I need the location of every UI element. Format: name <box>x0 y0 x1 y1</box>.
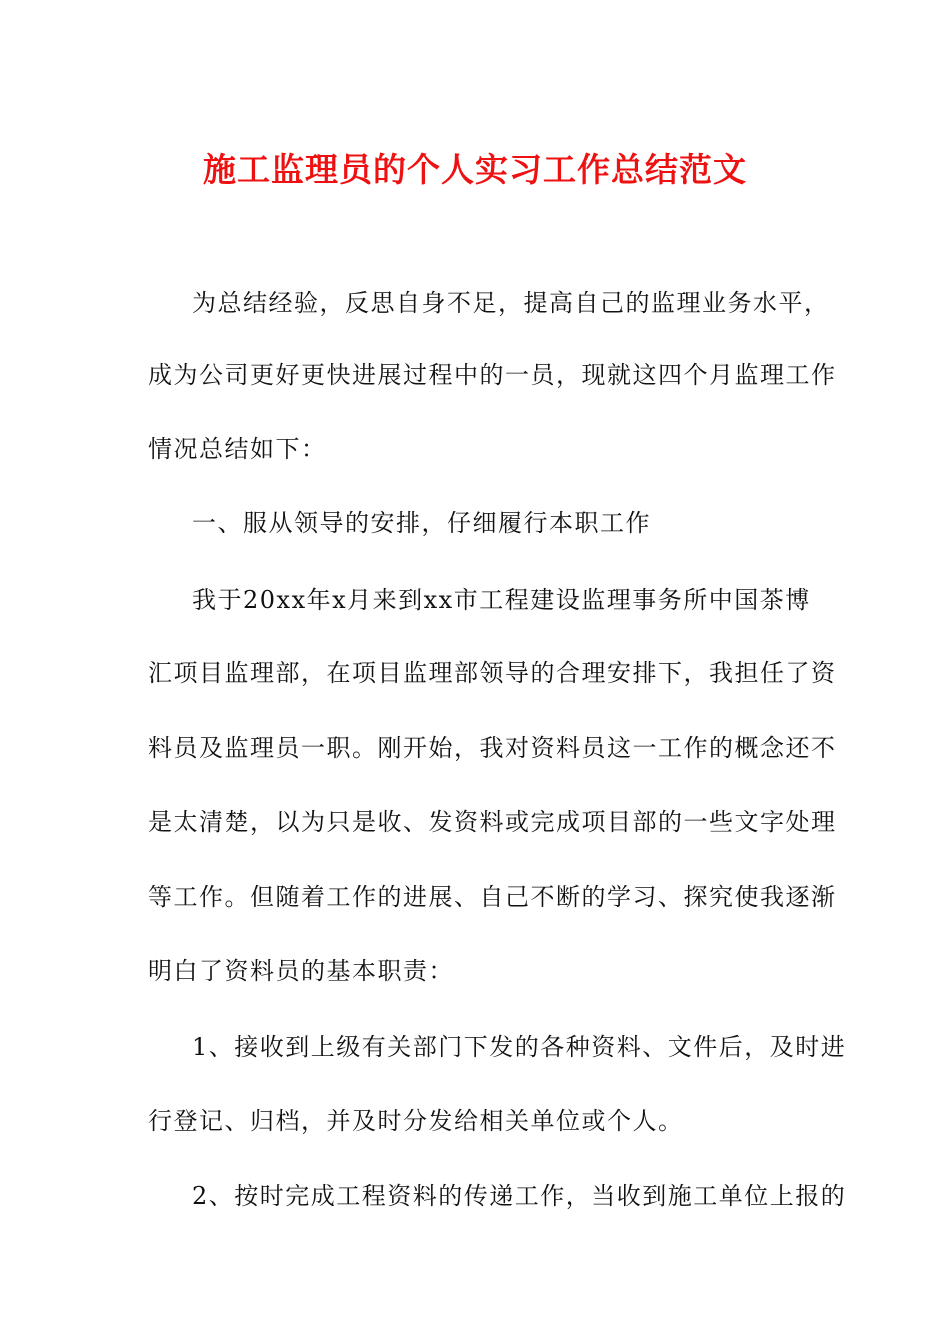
list-item-line: 行登记、归档，并及时分发给相关单位或个人。 <box>148 1107 684 1135</box>
paragraph-line: 等工作。但随着工作的进展、自己不断的学习、探究使我逐渐 <box>148 883 837 911</box>
paragraph-line: 明白了资料员的基本职责： <box>148 957 454 985</box>
paragraph-line: 汇项目监理部，在项目监理部领导的合理安排下，我担任了资 <box>148 659 837 687</box>
paragraph-line: 成为公司更好更快进展过程中的一员，现就这四个月监理工作 <box>148 361 837 389</box>
list-item-line: 2、按时完成工程资料的传递工作，当收到施工单位上报的 <box>192 1182 847 1210</box>
document-title: 施工监理员的个人实习工作总结范文 <box>203 150 747 189</box>
list-item-line: 1、接收到上级有关部门下发的各种资料、文件后，及时进 <box>192 1033 847 1061</box>
paragraph-line: 情况总结如下： <box>148 435 327 463</box>
paragraph-line: 我于20xx年x月来到xx市工程建设监理事务所中国茶博 <box>192 586 811 614</box>
paragraph-line: 是太清楚，以为只是收、发资料或完成项目部的一些文字处理 <box>148 808 837 836</box>
section-heading: 一、服从领导的安排，仔细履行本职工作 <box>192 509 651 537</box>
paragraph-line: 料员及监理员一职。刚开始，我对资料员这一工作的概念还不 <box>148 734 837 762</box>
paragraph-line: 为总结经验，反思自身不足，提高自己的监理业务水平， <box>192 289 830 317</box>
